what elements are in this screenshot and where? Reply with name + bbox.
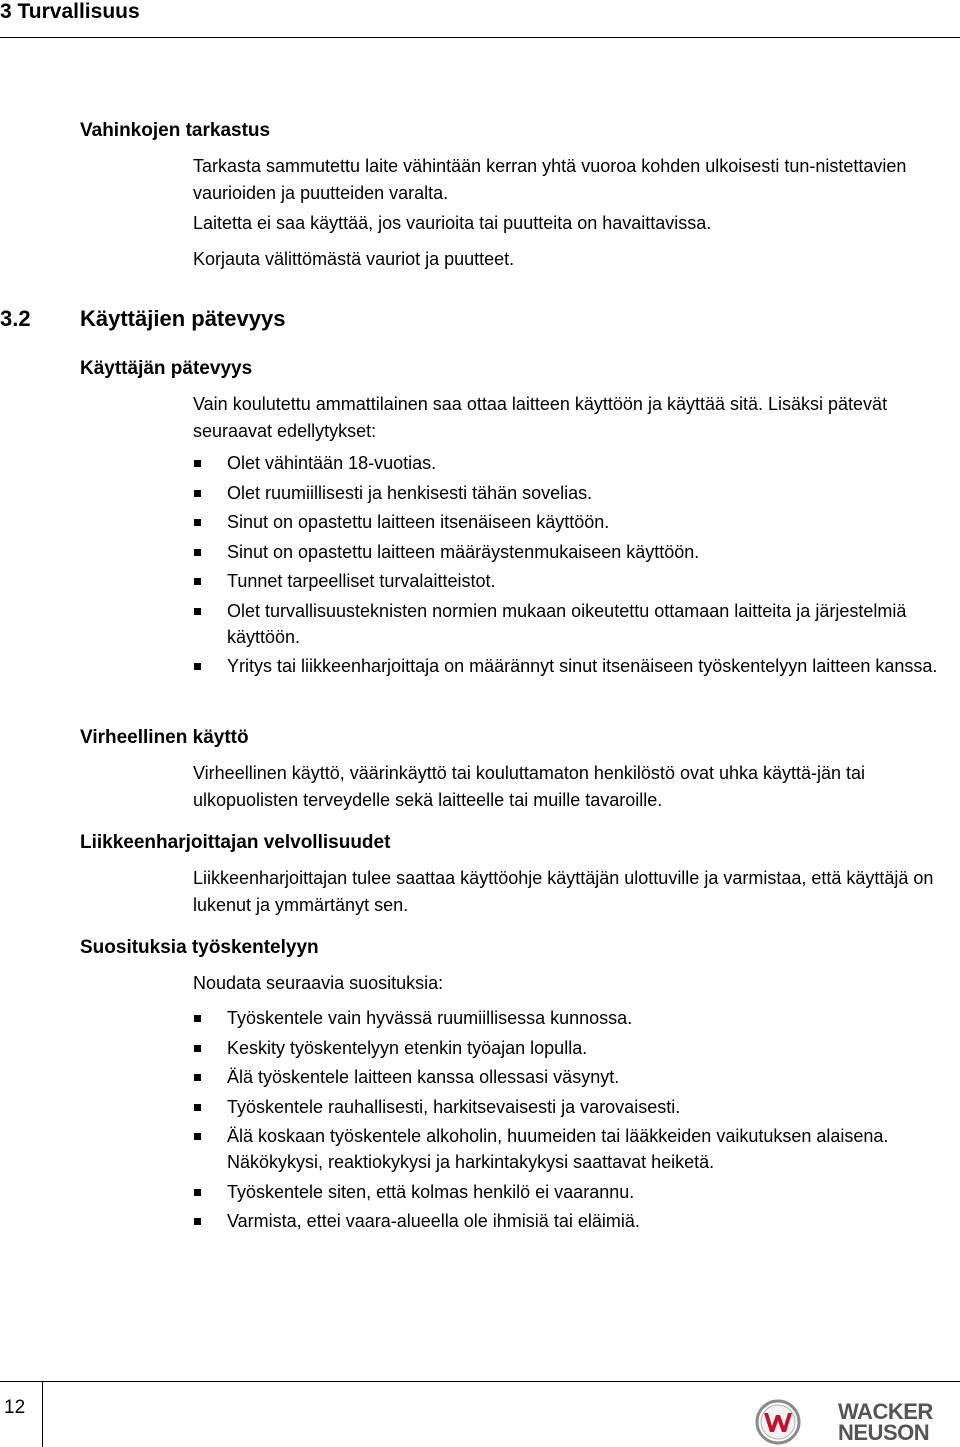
page-number: 12 (4, 1397, 26, 1418)
list-item: Tunnet tarpeelliset turvalaitteistot. (193, 568, 953, 594)
list-item: Työskentele rauhallisesti, harkitsevaisesti ja varovaisesti. (193, 1094, 953, 1120)
operator-qualification-intro: Vain koulutettu ammattilainen saa ottaa laitteen käyttöön ja käyttää sitä. Lisäksi pätevät seuraavat edellytykset: (193, 394, 888, 441)
wacker-neuson-logo-icon (755, 1399, 801, 1445)
recommendations-intro: Noudata seuraavia suosituksia: (193, 973, 444, 993)
list-item: Älä koskaan työskentele alkoholin, huumeiden tai lääkkeiden vaikutuksen alaisena. Näkökykysi, reaktiokykysi ja harkintakykysi saattavat heiketä. (193, 1123, 953, 1175)
list-item: Sinut on opastettu laitteen itsenäiseen käyttöön. (193, 509, 953, 535)
bullet-icon (194, 663, 201, 670)
list-item: Olet turvallisuusteknisten normien mukaan oikeutettu ottamaan laitteita ja järjestelmiä käyttöön. (193, 598, 953, 650)
brand-line-2: NEUSON (838, 1420, 930, 1445)
misuse-heading: Virheellinen käyttö (80, 727, 249, 748)
damage-check-paragraph-2: Laitetta ei saa käyttää, jos vaurioita tai puutteita on havaittavissa. (193, 213, 712, 233)
brand-wordmark (838, 1401, 956, 1443)
list-item: Olet vähintään 18-vuotias. (193, 450, 953, 476)
recommendations-heading: Suosituksia työskentelyyn (80, 937, 319, 958)
list-item: Sinut on opastettu laitteen määräystenmukaiseen käyttöön. (193, 539, 953, 565)
bullet-icon (194, 1218, 201, 1225)
list-item: Varmista, ettei vaara-alueella ole ihmisiä tai eläimiä. (193, 1208, 953, 1234)
list-item: Keskity työskentelyyn etenkin työajan lopulla. (193, 1035, 953, 1061)
bullet-icon (194, 1133, 201, 1140)
bullet-icon (194, 578, 201, 585)
bullet-icon (194, 490, 201, 497)
bullet-icon (194, 519, 201, 526)
bullet-icon (194, 1015, 201, 1022)
list-item: Työskentele vain hyvässä ruumiillisessa kunnossa. (193, 1005, 953, 1031)
bullet-icon (194, 1104, 201, 1111)
operator-duties-heading: Liikkeenharjoittajan velvollisuudet (80, 832, 391, 853)
footer-separator (42, 1381, 43, 1447)
list-item: Työskentele siten, että kolmas henkilö ei vaarannu. (193, 1179, 953, 1205)
list-item: Yritys tai liikkeenharjoittaja on määrännyt sinut itsenäiseen työskentelyyn laitteen kanssa. (193, 653, 953, 679)
footer-divider (0, 1381, 960, 1382)
damage-check-heading: Vahinkojen tarkastus (80, 120, 271, 141)
bullet-icon (194, 1074, 201, 1081)
section-title: Käyttäjien pätevyys (80, 306, 286, 331)
section-number: 3.2 (0, 306, 31, 331)
bullet-icon (194, 1189, 201, 1196)
misuse-text: Virheellinen käyttö, väärinkäyttö tai kouluttamaton henkilöstö ovat uhka käyttä-jän tai ulkopuolisten terveydelle sekä laitteelle tai muille tavaroille. (193, 763, 866, 810)
bullet-icon (194, 1045, 201, 1052)
bullet-icon (194, 460, 201, 467)
recommendations-list (193, 1005, 953, 1238)
chapter-title: 3 Turvallisuus (0, 0, 140, 23)
list-item: Olet ruumiillisesti ja henkisesti tähän sovelias. (193, 480, 953, 506)
damage-check-paragraph-1: Tarkasta sammutettu laite vähintään kerran yhtä vuoroa kohden ulkoisesti tun-nistettavien vaurioiden ja puutteiden varalta. (193, 156, 907, 203)
operator-duties-text: Liikkeenharjoittajan tulee saattaa käyttöohje käyttäjän ulottuville ja varmistaa, että käyttäjä on lukenut ja ymmärtänyt sen. (193, 868, 934, 915)
operator-qualification-heading: Käyttäjän pätevyys (80, 358, 253, 379)
damage-check-paragraph-3: Korjauta välittömästä vauriot ja puutteet. (193, 249, 515, 269)
bullet-icon (194, 549, 201, 556)
brand-line-1: WACKER (838, 1399, 933, 1424)
qualification-list (193, 450, 953, 683)
list-item: Älä työskentele laitteen kanssa ollessasi väsynyt. (193, 1064, 953, 1090)
header-divider (0, 37, 960, 38)
bullet-icon (194, 608, 201, 615)
